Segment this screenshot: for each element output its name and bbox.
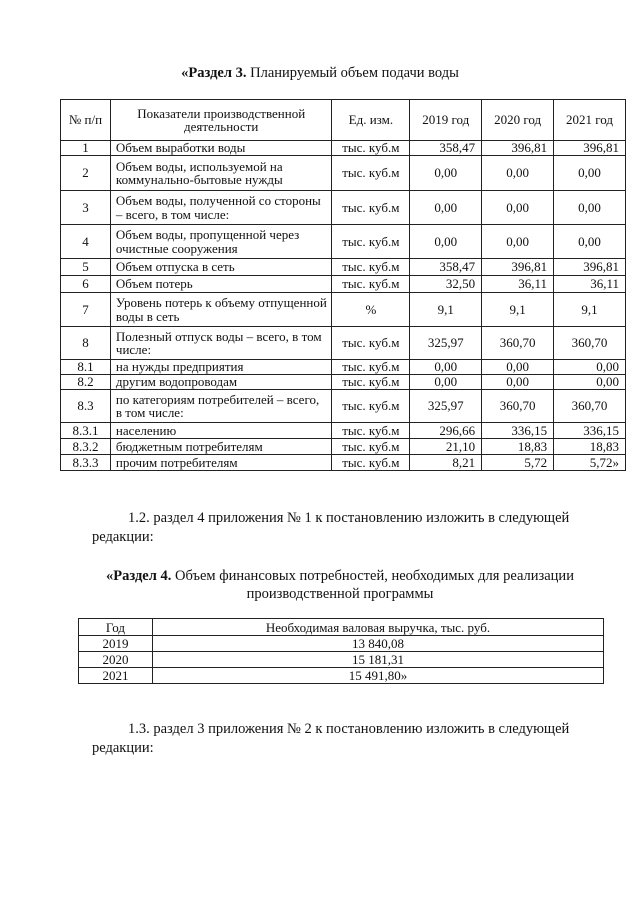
row-2021: 0,00 — [554, 360, 626, 375]
row-name: другим водопроводам — [110, 375, 332, 390]
row-2020: 0,00 — [482, 191, 554, 225]
row-name: Полезный отпуск воды – всего, в том числе: — [110, 327, 332, 360]
row-num: 3 — [61, 191, 111, 225]
row-revenue: 15 181,31 — [152, 652, 603, 668]
row-name: Объем воды, полученной со стороны – всего, в том числе: — [110, 191, 332, 225]
row-name: на нужды предприятия — [110, 360, 332, 375]
row-2019: 9,1 — [410, 293, 482, 327]
row-unit: тыс. куб.м — [332, 423, 410, 439]
row-2021: 0,00 — [554, 191, 626, 225]
section4-header-row — [79, 619, 604, 636]
row-2021: 18,83 — [554, 439, 626, 455]
row-2020: 396,81 — [482, 259, 554, 276]
row-unit: тыс. куб.м — [332, 327, 410, 360]
row-2019: 325,97 — [410, 327, 482, 360]
row-year: 2019 — [79, 636, 153, 652]
table-row — [61, 225, 626, 259]
row-name: Объем отпуска в сеть — [110, 259, 332, 276]
row-2020: 336,15 — [482, 423, 554, 439]
row-unit: тыс. куб.м — [332, 455, 410, 471]
row-num: 5 — [61, 259, 111, 276]
row-name: прочим потребителям — [110, 455, 332, 471]
table-row — [61, 390, 626, 423]
row-unit: % — [332, 293, 410, 327]
table-row — [79, 668, 604, 684]
table-row — [61, 141, 626, 156]
row-2020: 360,70 — [482, 390, 554, 423]
row-num: 1 — [61, 141, 111, 156]
row-2021: 336,15 — [554, 423, 626, 439]
row-num: 7 — [61, 293, 111, 327]
row-name: населению — [110, 423, 332, 439]
row-2020: 36,11 — [482, 276, 554, 293]
row-2021: 0,00 — [554, 156, 626, 191]
row-2020: 5,72 — [482, 455, 554, 471]
row-num: 6 — [61, 276, 111, 293]
header-indicator: Показатели производственной деятельности — [110, 100, 332, 141]
row-2020: 360,70 — [482, 327, 554, 360]
section3-title-prefix: «Раздел 3. — [181, 65, 247, 81]
row-num: 8.3.1 — [61, 423, 111, 439]
section3-header-row — [61, 100, 626, 141]
row-2019: 0,00 — [410, 191, 482, 225]
section3-title-text: Планируемый объем подачи воды — [246, 65, 459, 81]
row-unit: тыс. куб.м — [332, 375, 410, 390]
row-2021: 0,00 — [554, 375, 626, 390]
row-unit: тыс. куб.м — [332, 276, 410, 293]
row-2019: 0,00 — [410, 225, 482, 259]
table-row — [61, 327, 626, 360]
row-revenue: 15 491,80» — [152, 668, 603, 684]
section4-title — [80, 567, 600, 603]
row-num: 8.1 — [61, 360, 111, 375]
row-2020: 9,1 — [482, 293, 554, 327]
row-2020: 18,83 — [482, 439, 554, 455]
row-2021: 9,1 — [554, 293, 626, 327]
row-2021: 396,81 — [554, 259, 626, 276]
row-2019: 296,66 — [410, 423, 482, 439]
table-row — [61, 439, 626, 455]
row-unit: тыс. куб.м — [332, 360, 410, 375]
row-2021: 0,00 — [554, 225, 626, 259]
row-2019: 358,47 — [410, 259, 482, 276]
row-num: 8.2 — [61, 375, 111, 390]
row-name: Объем воды, используемой на коммунально-бытовые нужды — [110, 156, 332, 191]
table-row — [79, 636, 604, 652]
header-2020: 2020 год — [482, 100, 554, 141]
section4-table — [78, 618, 604, 684]
row-name: Объем потерь — [110, 276, 332, 293]
row-2020: 0,00 — [482, 225, 554, 259]
row-2019: 358,47 — [410, 141, 482, 156]
table-row — [79, 652, 604, 668]
paragraph-1-2: 1.2. раздел 4 приложения № 1 к постановлению изложить в следующей редакции: — [92, 510, 570, 545]
row-2019: 0,00 — [410, 360, 482, 375]
table-row — [61, 375, 626, 390]
row-2019: 325,97 — [410, 390, 482, 423]
section3-title — [0, 64, 640, 82]
row-name: Уровень потерь к объему отпущенной воды в сеть — [110, 293, 332, 327]
row-2019: 0,00 — [410, 375, 482, 390]
row-unit: тыс. куб.м — [332, 141, 410, 156]
table-row — [61, 455, 626, 471]
table-row — [61, 276, 626, 293]
row-2020: 0,00 — [482, 375, 554, 390]
row-2021: 5,72» — [554, 455, 626, 471]
row-name: по категориям потребителей – всего, в том числе: — [110, 390, 332, 423]
row-2021: 396,81 — [554, 141, 626, 156]
section3-table — [60, 99, 626, 471]
header-year: Год — [79, 619, 153, 636]
table-row — [61, 423, 626, 439]
row-2019: 32,50 — [410, 276, 482, 293]
row-unit: тыс. куб.м — [332, 156, 410, 191]
header-num: № п/п — [61, 100, 111, 141]
row-2020: 0,00 — [482, 360, 554, 375]
row-name: бюджетным потребителям — [110, 439, 332, 455]
table-row — [61, 156, 626, 191]
row-num: 8 — [61, 327, 111, 360]
row-2020: 0,00 — [482, 156, 554, 191]
section4-title-text: Объем финансовых потребностей, необходимых для реализации производственной программы — [171, 568, 574, 602]
header-2021: 2021 год — [554, 100, 626, 141]
table-row — [61, 293, 626, 327]
table-row — [61, 191, 626, 225]
header-2019: 2019 год — [410, 100, 482, 141]
row-unit: тыс. куб.м — [332, 191, 410, 225]
row-num: 8.3 — [61, 390, 111, 423]
row-2020: 396,81 — [482, 141, 554, 156]
row-num: 8.3.2 — [61, 439, 111, 455]
row-num: 4 — [61, 225, 111, 259]
row-2021: 360,70 — [554, 327, 626, 360]
row-unit: тыс. куб.м — [332, 439, 410, 455]
row-unit: тыс. куб.м — [332, 225, 410, 259]
row-2019: 8,21 — [410, 455, 482, 471]
row-2019: 21,10 — [410, 439, 482, 455]
row-2019: 0,00 — [410, 156, 482, 191]
header-unit: Ед. изм. — [332, 100, 410, 141]
row-2021: 360,70 — [554, 390, 626, 423]
row-revenue: 13 840,08 — [152, 636, 603, 652]
row-year: 2021 — [79, 668, 153, 684]
row-name: Объем выработки воды — [110, 141, 332, 156]
table-row — [61, 259, 626, 276]
row-year: 2020 — [79, 652, 153, 668]
row-num: 8.3.3 — [61, 455, 111, 471]
paragraph-1-3: 1.3. раздел 3 приложения № 2 к постановлению изложить в следующей редакции: — [92, 721, 570, 756]
row-num: 2 — [61, 156, 111, 191]
row-unit: тыс. куб.м — [332, 259, 410, 276]
row-2021: 36,11 — [554, 276, 626, 293]
row-name: Объем воды, пропущенной через очистные сооружения — [110, 225, 332, 259]
table-row — [61, 360, 626, 375]
row-unit: тыс. куб.м — [332, 390, 410, 423]
section4-title-prefix: «Раздел 4. — [106, 568, 172, 584]
header-revenue: Необходимая валовая выручка, тыс. руб. — [152, 619, 603, 636]
